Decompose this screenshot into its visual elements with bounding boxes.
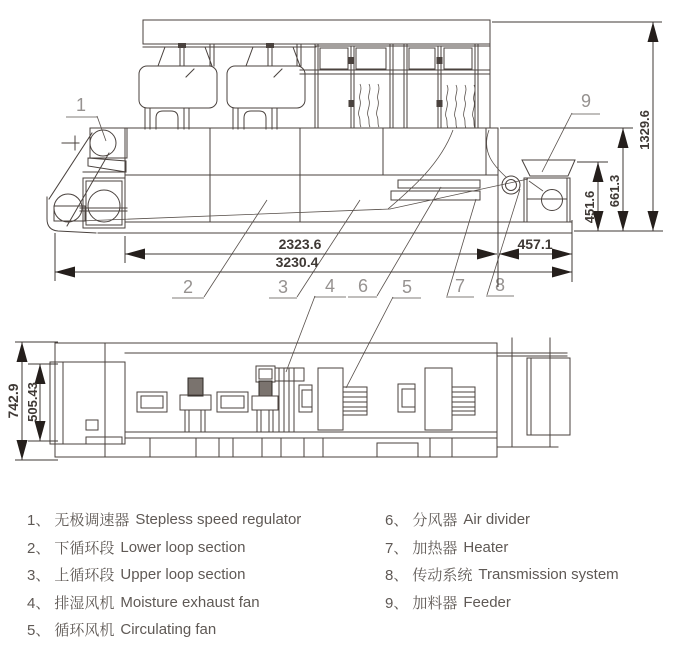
legend-en: Heater bbox=[463, 538, 509, 556]
legend-item-6 bbox=[385, 506, 673, 534]
plan-right-end bbox=[497, 338, 570, 447]
plan-circulating-fan-2 bbox=[398, 368, 475, 430]
legend-no: 2、 bbox=[27, 539, 51, 557]
legend-en: Circulating fan bbox=[120, 621, 217, 639]
plan-motor-1 bbox=[180, 378, 211, 432]
legend-item-4 bbox=[27, 589, 385, 617]
part-label-9: 9 bbox=[580, 91, 592, 111]
plan-left-cap bbox=[50, 343, 125, 457]
dim-height-total: 1329.6 bbox=[637, 110, 652, 150]
legend-en: Transmission system bbox=[478, 566, 619, 584]
legend-item-5 bbox=[27, 616, 385, 644]
dim-length-inner: 2323.6 bbox=[278, 236, 322, 252]
drum bbox=[88, 190, 120, 222]
legend-en: Moisture exhaust fan bbox=[120, 593, 260, 611]
legend-no: 7、 bbox=[385, 539, 409, 557]
plan-exhaust-fan bbox=[252, 366, 304, 432]
plan-bottom-rail bbox=[125, 432, 497, 457]
regulator-pulley bbox=[90, 130, 116, 156]
legend-no: 9、 bbox=[385, 594, 409, 612]
part-label-3: 3 bbox=[277, 277, 289, 297]
airflow-wavy-lines bbox=[359, 84, 475, 128]
legend-item-9 bbox=[385, 589, 673, 617]
transmission-wheel bbox=[502, 176, 520, 194]
legend-no: 1、 bbox=[27, 512, 51, 530]
feeder-drum bbox=[542, 190, 563, 211]
dim-plan-width-total: 742.9 bbox=[5, 383, 21, 419]
legend-item-2 bbox=[27, 534, 385, 562]
dim-height-body: 661.3 bbox=[607, 174, 622, 208]
legend-no: 4、 bbox=[27, 594, 51, 612]
legend-zh: 排湿风机 bbox=[54, 594, 115, 612]
dim-height-feeder: 451.6 bbox=[582, 190, 597, 224]
legend-zh: 循环风机 bbox=[54, 622, 115, 640]
legend-en: Lower loop section bbox=[120, 538, 246, 556]
legend-no: 6、 bbox=[385, 512, 409, 530]
legend-zh: 加热器 bbox=[412, 539, 458, 557]
inclined-conveyor bbox=[47, 128, 127, 233]
legend-item-3 bbox=[27, 561, 385, 589]
legend-no: 3、 bbox=[27, 567, 51, 585]
part-label-2: 2 bbox=[182, 277, 194, 297]
part-label-1: 1 bbox=[75, 95, 87, 115]
machine-body bbox=[80, 128, 572, 233]
dim-length-total: 3230.4 bbox=[275, 254, 319, 270]
side-elevation-view bbox=[47, 20, 663, 388]
feeder-hopper bbox=[522, 160, 575, 176]
legend-en: Stepless speed regulator bbox=[135, 511, 302, 529]
exhaust-fan-housing-1 bbox=[139, 43, 217, 129]
legend-column-left bbox=[0, 506, 385, 644]
legend-column-right bbox=[385, 506, 673, 644]
plan-circulating-fan-1 bbox=[299, 368, 367, 430]
legend-item-8 bbox=[385, 561, 673, 589]
exhaust-fan-housing-2 bbox=[227, 43, 305, 129]
legend-en: Upper loop section bbox=[120, 566, 246, 584]
legend-zh: 无极调速器 bbox=[54, 512, 130, 530]
plan-view bbox=[5, 338, 570, 460]
part-label-6: 6 bbox=[357, 276, 369, 296]
part-label-5: 5 bbox=[401, 277, 413, 297]
legend-zh: 分风器 bbox=[412, 512, 458, 530]
legend-zh: 下循环段 bbox=[54, 539, 115, 557]
plan-mount-1 bbox=[137, 392, 167, 412]
legend-item-1 bbox=[27, 506, 385, 534]
part-label-7: 7 bbox=[454, 276, 466, 296]
dim-plan-width-inner: 505.43 bbox=[25, 382, 40, 422]
dim-feeder-offset: 457.1 bbox=[517, 236, 553, 252]
legend bbox=[0, 506, 673, 644]
legend-no: 5、 bbox=[27, 622, 51, 640]
side-view-dimensions bbox=[55, 22, 663, 287]
legend-zh: 上循环段 bbox=[54, 567, 115, 585]
part-label-8: 8 bbox=[494, 275, 506, 295]
legend-no: 8、 bbox=[385, 567, 409, 585]
legend-zh: 传动系统 bbox=[412, 567, 473, 585]
duct-curve-2 bbox=[487, 130, 506, 177]
legend-item-7 bbox=[385, 534, 673, 562]
air-divider-bar bbox=[398, 180, 480, 188]
heater-section-frame bbox=[300, 20, 490, 128]
part-label-4: 4 bbox=[324, 276, 336, 296]
legend-en: Air divider bbox=[463, 511, 531, 529]
legend-en: Feeder bbox=[463, 593, 511, 611]
plan-tray bbox=[217, 392, 248, 412]
legend-zh: 加料器 bbox=[412, 594, 458, 612]
